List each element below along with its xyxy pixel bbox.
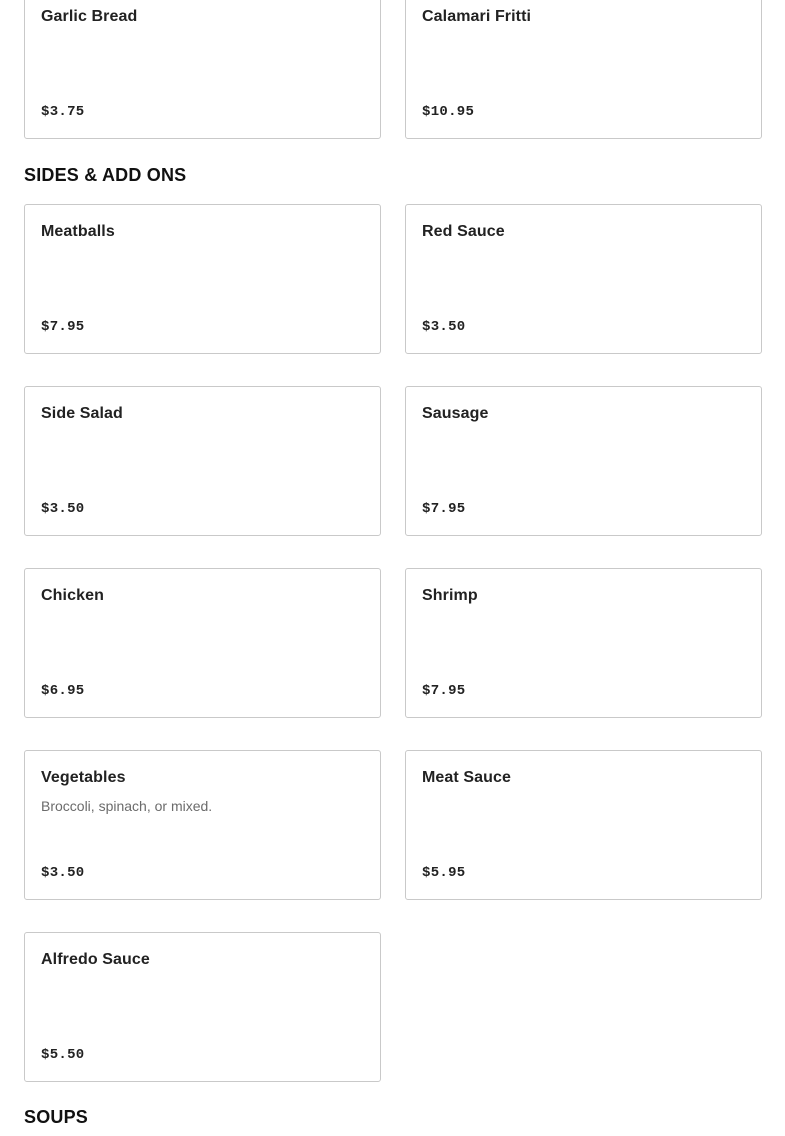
menu-item-name: Chicken <box>41 587 104 604</box>
menu-item-card[interactable] <box>24 0 381 139</box>
menu-item-price: $3.50 <box>41 501 85 517</box>
section-title-sides: SIDES & ADD ONS <box>24 165 187 185</box>
menu-item-card[interactable] <box>405 204 762 354</box>
menu-item-card[interactable] <box>405 568 762 718</box>
menu-item-name: Garlic Bread <box>41 8 138 25</box>
menu-item-description: Broccoli, spinach, or mixed. <box>41 798 213 814</box>
menu-item-name: Sausage <box>422 405 489 422</box>
menu-item-price: $5.50 <box>41 1047 85 1063</box>
menu-item-price: $5.95 <box>422 865 466 881</box>
menu-item-name: Meat Sauce <box>422 769 512 786</box>
menu-item-price: $7.95 <box>41 319 85 335</box>
section-title-soups: SOUPS <box>24 1107 89 1127</box>
menu-item-name: Vegetables <box>41 769 126 786</box>
menu-item-price: $7.95 <box>422 683 466 699</box>
menu-item-card[interactable] <box>405 386 762 536</box>
menu-item-price: $7.95 <box>422 501 466 517</box>
menu-item-name: Shrimp <box>422 587 478 604</box>
menu-item-price: $10.95 <box>422 104 475 120</box>
menu-item-price: $3.50 <box>422 319 466 335</box>
menu-item-card[interactable] <box>24 204 381 354</box>
menu-item-name: Calamari Fritti <box>422 8 532 25</box>
menu-item-price: $3.75 <box>41 104 85 120</box>
menu-item-card[interactable] <box>24 750 381 900</box>
menu-item-name: Meatballs <box>41 223 115 240</box>
menu-item-card[interactable] <box>405 0 762 139</box>
menu-item-price: $3.50 <box>41 865 85 881</box>
menu-item-name: Alfredo Sauce <box>41 951 150 968</box>
menu-item-name: Side Salad <box>41 405 123 422</box>
menu-item-card[interactable] <box>405 750 762 900</box>
menu-item-price: $6.95 <box>41 683 85 699</box>
menu-item-card[interactable] <box>24 568 381 718</box>
menu-item-name: Red Sauce <box>422 223 505 240</box>
menu-item-card[interactable] <box>24 932 381 1082</box>
menu-item-card[interactable] <box>24 386 381 536</box>
